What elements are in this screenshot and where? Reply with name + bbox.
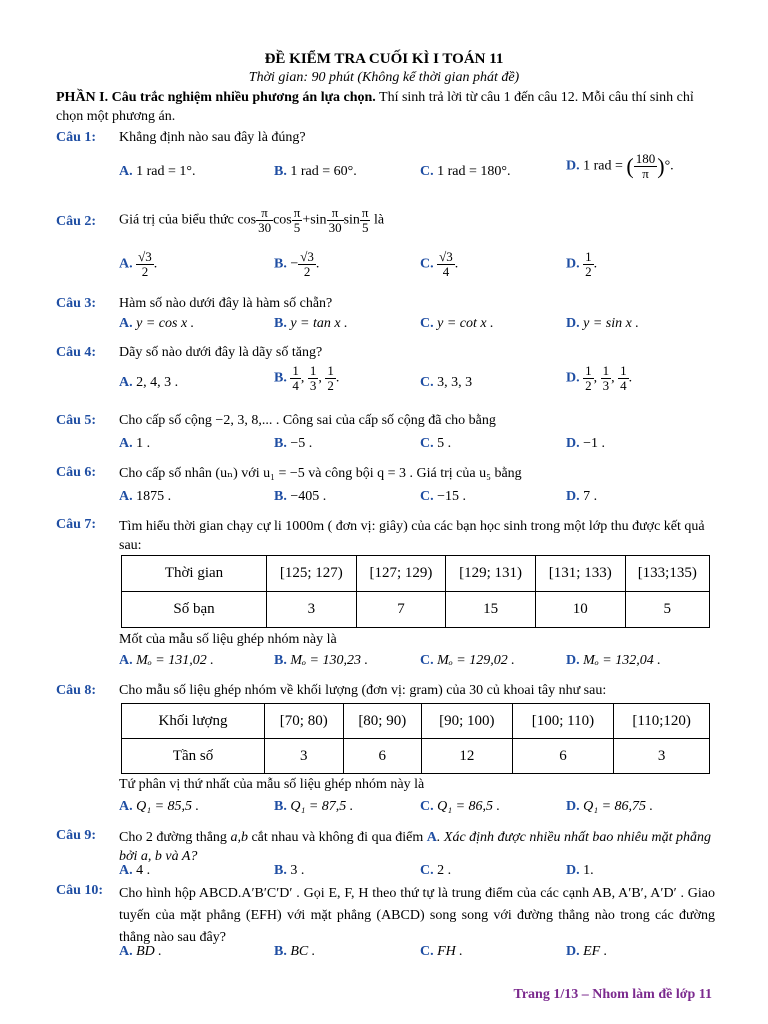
question-4-stem: Dãy số nào dưới đây là dãy số tăng? [119,345,323,360]
question-9-label: Câu 9: [56,828,97,843]
option-letter: B. [274,489,287,504]
option-text: 1 rad = 60°. [290,164,357,179]
sin-text: sin [310,212,327,228]
option-letter: B. [274,653,287,668]
option-letter: C. [420,799,434,814]
option-text: Q₁ = 86,5 . [437,799,501,814]
option-text: Mₒ = 129,02 . [437,653,515,668]
part-instructions [56,88,716,126]
option-letter: A. [119,799,133,814]
denominator: 2 [303,264,311,279]
option-letter: C. [420,164,434,179]
option-letter: B. [274,316,287,331]
question-10-label: Câu 10: [56,883,104,898]
q10-option-d [566,944,607,960]
table-cell: [70; 80) [265,704,344,739]
cos-text: cos [237,212,257,228]
option-letter: D. [566,944,580,959]
fraction [437,250,455,279]
q7-data-table [121,555,710,628]
option-text: y = tan x . [290,316,348,331]
option-text: −15 . [437,489,467,504]
option-letter: A. [119,653,133,668]
fraction [583,364,594,393]
option-text: −1 . [583,436,606,451]
option-letter: C. [420,489,434,504]
option-text: Q₁ = 86,75 . [583,799,654,814]
q8-option-b [274,799,353,815]
question-1-label: Câu 1: [56,130,97,145]
numerator: π [361,205,369,220]
q3-option-a [119,316,194,332]
q3-option-b [274,316,348,332]
option-letter: D. [566,653,580,668]
option-letter: C. [420,653,434,668]
q2-option-a: A. $\frac{√3}{2}$ . [119,249,158,279]
question-1-stem: Khẳng định nào sau đây là đúng? [119,130,306,145]
q3-option-d [566,316,639,332]
denominator: π [642,166,649,181]
table-cell: [125; 127) [267,556,357,592]
numerator: √3 [138,249,152,264]
q7-option-a [119,653,214,669]
option-letter: D. [566,489,580,504]
option-letter: C. [420,944,434,959]
fraction [327,206,344,235]
q6-option-b [274,489,326,505]
option-text: 4 . [136,863,151,878]
option-letter: D. [566,316,580,331]
option-text: 1 . [136,436,151,451]
table-cell: [129; 131) [446,556,536,592]
part-text: Thí sinh trả lời từ câu 1 đến câu 12. Mỗi câu thí sinh chỉ chọn một phương án. [56,90,694,124]
option-text: 2, 4, 3 . [136,375,179,390]
stem-text: là [373,212,385,228]
numerator: π [327,206,344,221]
denominator: 5 [293,220,301,235]
exam-title: ĐỀ KIỂM TRA CUỐI KÌ I TOÁN 11 [264,51,504,67]
fraction [256,206,273,235]
table-cell: 6 [343,739,422,774]
q1-option-d [566,152,674,181]
fraction [292,206,303,235]
numerator: 1 [309,363,317,378]
question-4-label: Câu 4: [56,345,97,360]
q5-option-b [274,436,312,452]
q10-option-c [420,944,463,960]
question-6-stem: Cho cấp số nhân (uₙ) với u₁ = −5 và công bội q = 3 . Giá trị của u₅ bằng [119,466,522,481]
paren-open: ( [626,153,634,179]
stem-text: Giá trị của biểu thức [119,212,234,228]
numerator: 1 [585,363,592,378]
cos-text: cos [273,212,292,228]
option-letter: D. [566,158,580,174]
q5-option-d [566,436,605,452]
table-cell: 3 [614,739,710,774]
q9-option-b [274,863,304,879]
table-header-row [122,556,710,592]
q2-option-b: B. − $\frac{√3}{2}$ . [274,249,320,279]
table-cell: 3 [265,739,344,774]
option-text: 5 . [437,436,452,451]
question-8-stem: Cho mẫu số liệu ghép nhóm về khối lượng (đơn vị: gram) của 30 củ khoai tây như sau: [119,683,607,698]
q10-option-a [119,944,162,960]
option-text: y = sin x . [583,316,639,331]
option-letter: B. [274,863,287,878]
option-text: Mₒ = 130,23 . [290,653,368,668]
q6-option-d [566,489,597,505]
option-text: Q₁ = 87,5 . [290,799,354,814]
question-6-label: Câu 6: [56,465,97,480]
part-label: PHẦN I. Câu trắc nghiệm nhiều phương án lựa chọn. [56,90,376,105]
fraction [325,364,336,393]
q8-option-d [566,799,653,815]
option-letter: C. [420,256,434,272]
q1-option-b [274,164,357,180]
denominator: 30 [328,220,342,235]
numerator: 1 [620,363,627,378]
degree-mark: °. [664,158,674,174]
question-3-stem: Hàm số nào dưới đây là hàm số chẵn? [119,296,333,311]
denominator: 4 [442,264,450,279]
denominator: 2 [585,264,592,279]
table-cell: [133;135) [625,556,709,592]
denominator: 2 [327,378,334,393]
option-text: 3 . [290,863,305,878]
option-letter: C. [420,436,434,451]
option-text: −5 . [290,436,313,451]
option-letter: D. [566,436,580,451]
q4-option-b: B. $\frac{1}{4}$ , $\frac{1}{3}$ , $\frac{1}{2}$ . [274,363,340,393]
numerator: 1 [292,363,299,378]
denominator: 2 [141,264,149,279]
q1-option-a [119,164,196,180]
question-5-stem: Cho cấp số cộng −2, 3, 8,... . Công sai của cấp số cộng đã cho bằng [119,413,496,428]
option-letter: C. [420,375,434,390]
numerator: √3 [439,249,453,264]
question-9-stem [119,828,715,866]
q9-option-a [119,863,150,879]
option-letter: A. [119,164,133,179]
option-text: Mₒ = 131,02 . [136,653,214,668]
option-text: 3, 3, 3 [437,375,473,390]
numerator: 1 [602,363,610,378]
q5-option-c [420,436,451,452]
q2-option-d: D. $\frac{1}{2}$ . [566,249,598,279]
fraction [290,364,301,393]
option-letter: C. [420,863,434,878]
table-cell: 7 [356,592,446,628]
denominator: 2 [585,378,592,393]
q8-option-c [420,799,500,815]
plus-sign: + [302,212,311,228]
q9-option-d [566,863,594,879]
denominator: 3 [602,378,610,393]
question-7-label: Câu 7: [56,517,97,532]
option-letter: A. [119,863,133,878]
table-cell: Số bạn [122,592,267,628]
fraction [601,364,612,393]
option-letter: D. [566,863,580,878]
stem-point: A [426,830,437,845]
q6-option-a [119,489,171,505]
q7-option-b [274,653,368,669]
q8-option-a [119,799,199,815]
minus-sign: − [290,256,299,272]
numerator: 1 [327,363,334,378]
fraction [634,152,658,181]
option-letter: D. [566,256,580,272]
stem-text: cắt nhau và không đi qua điểm [247,830,427,845]
denominator: 4 [292,378,299,393]
numerator: π [293,205,301,220]
table-row [122,739,710,774]
numerator: 1 [585,249,592,264]
q6-option-c [420,489,466,505]
table-cell: Khối lượng [122,704,265,739]
sin-text: sin [343,212,360,228]
option-letter: A. [119,375,133,390]
option-letter: B. [274,436,287,451]
page-footer: Trang 1/13 – Nhom làm đề lớp 11 [513,987,712,1002]
numerator: √3 [300,249,314,264]
option-letter: A. [119,944,133,959]
q7-option-c [420,653,515,669]
option-text: 2 . [437,863,452,878]
table-row [122,592,710,628]
question-8-question: Tứ phân vị thứ nhất của mẫu số liệu ghép nhóm này là [119,777,425,792]
q5-option-a [119,436,150,452]
table-cell: 3 [267,592,357,628]
table-cell: 12 [422,739,513,774]
option-letter: D. [566,799,580,814]
table-cell: [100; 110) [512,704,614,739]
stem-math: a,b [230,830,248,845]
option-text: 1875 . [136,489,172,504]
option-letter: B. [274,164,287,179]
fraction [618,364,629,393]
option-text: BD . [136,944,162,959]
option-text: 1. [583,863,594,878]
numerator: 180 [635,151,656,166]
fraction [360,206,371,235]
denominator: 3 [309,378,317,393]
fraction [308,364,319,393]
option-text: 1 rad = 180°. [437,164,511,179]
option-text: FH . [437,944,463,959]
question-3-label: Câu 3: [56,296,97,311]
q8-data-table [121,703,710,774]
option-letter: A. [119,256,133,272]
question-2-stem [119,206,384,235]
q4-option-d: D. $\frac{1}{2}$ , $\frac{1}{3}$ , $\frac{1}{4}$ . [566,363,633,393]
table-cell: 5 [625,592,709,628]
denominator: 5 [361,220,369,235]
q4-option-c [420,375,472,391]
option-text: 1 rad = [583,158,623,174]
option-letter: A. [119,489,133,504]
table-cell: 10 [535,592,625,628]
option-letter: C. [420,316,434,331]
paren-close: ) [657,153,665,179]
question-8-label: Câu 8: [56,683,97,698]
option-text: Mₒ = 132,04 . [583,653,661,668]
table-cell: 15 [446,592,536,628]
question-10-stem: Cho hình hộp ABCD.A′B′C′D′ . Gọi E, F, H theo thứ tự là trung điểm của các cạnh AB, A′B′, A′D′ . Giao tuyến của mặt phẳng (EFH) với mặt phẳng (ABCD) song song với đường thẳng nào trong các đường thẳng nào sau đây? [119,886,715,945]
q4-option-a [119,375,178,391]
numerator: π [256,206,273,221]
option-text: −405 . [290,489,327,504]
option-text: BC . [290,944,316,959]
table-cell: Tần số [122,739,265,774]
option-letter: A. [119,316,133,331]
question-5-label: Câu 5: [56,413,97,428]
q9-option-c [420,863,451,879]
option-text: 7 . [583,489,598,504]
table-header-row [122,704,710,739]
stem-text: Cho 2 đường thẳng [119,830,231,845]
table-cell: [127; 129) [356,556,446,592]
table-cell: Thời gian [122,556,267,592]
fraction [583,250,594,279]
question-2-label: Câu 2: [56,214,97,229]
fraction [298,250,316,279]
exam-subtitle: Thời gian: 90 phút (Không kể thời gian phát đề) [248,70,520,85]
option-text: y = cot x . [437,316,494,331]
option-letter: A. [119,436,133,451]
q2-option-c: C. $\frac{√3}{4}$ . [420,249,459,279]
denominator: 4 [620,378,627,393]
q10-option-b [274,944,315,960]
table-cell: [131; 133) [535,556,625,592]
table-cell: [110;120) [614,704,710,739]
fraction [136,250,154,279]
option-letter: B. [274,944,287,959]
option-text: EF . [583,944,608,959]
option-text: y = cos x . [136,316,195,331]
denominator: 30 [258,220,272,235]
option-text: Q₁ = 85,5 . [136,799,200,814]
option-letter: D. [566,370,580,386]
q1-option-c [420,164,511,180]
option-letter: B. [274,370,287,386]
option-letter: B. [274,256,287,272]
q7-option-d [566,653,661,669]
question-7-stem: Tìm hiểu thời gian chạy cự li 1000m ( đơn vị: giây) của các bạn học sinh trong một lớp thu được kết quả sau: [119,519,705,553]
option-text: 1 rad = 1°. [136,164,196,179]
question-7-question: Mốt của mẫu số liệu ghép nhóm này là [119,632,337,647]
table-cell: 6 [512,739,614,774]
option-letter: B. [274,799,287,814]
stem-text: . Xác định được nhiều nhất bao nhiêu mặt phẳng bởi a, b và A? [119,830,711,864]
table-cell: [80; 90) [343,704,422,739]
table-cell: [90; 100) [422,704,513,739]
q3-option-c [420,316,494,332]
